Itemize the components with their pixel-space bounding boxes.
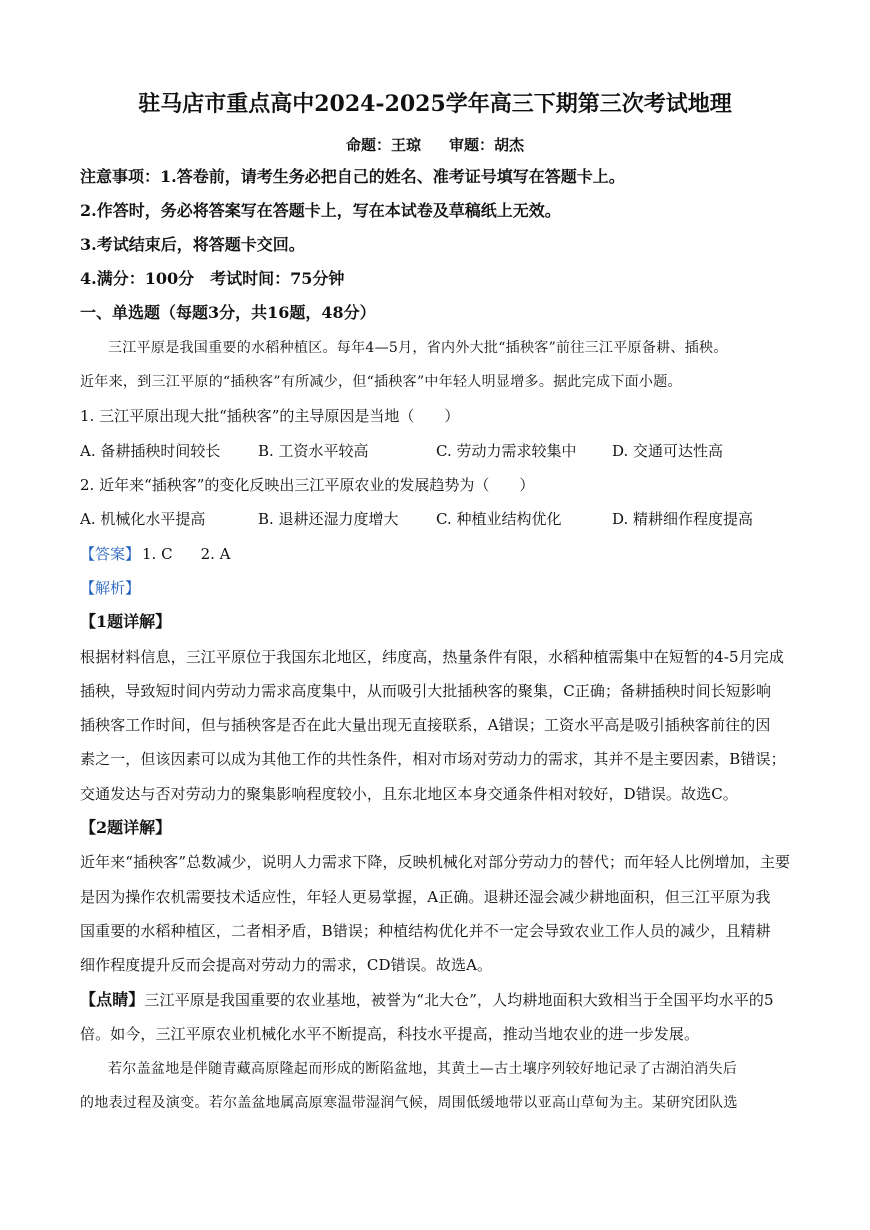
material1-line-1: 三江平原是我国重要的水稻种植区。每年4—5月，省内外大批“插秧客”前往三江平原备耕、插秧。 [108,340,728,356]
answer-1: 1. C [142,545,173,563]
detail-1-line-4: 素之一，但该因素可以成为其他工作的共性条件，相对市场对劳动力的需求，其并不是主要因素，B错误； [80,750,786,768]
reviewer-label: 审题：胡杰 [449,136,525,154]
note-1: 注意事项：1.答卷前，请考生务必把自己的姓名、准考证号填写在答题卡上。 [80,167,625,186]
q2-option-a: A. 机械化水平提高 [80,510,206,528]
section-title: 一、单选题（每题3分，共16题，48分） [80,303,376,322]
point-label: 【点睛】 [80,990,145,1009]
detail-1-line-5: 交通发达与否对劳动力的聚集影响程度较小，且东北地区本身交通条件相对较好，D错误。故选C。 [80,785,738,803]
material1-line-2: 近年来，到三江平原的“插秧客”有所减少，但“插秧客”中年轻人明显增多。据此完成下面小题。 [80,374,682,390]
question-1-stem: 1. 三江平原出现大批“插秧客”的主导原因是当地（ ） [80,407,460,425]
point-line-1 [80,989,800,1011]
detail-2-line-2: 是因为操作农机需要技术适应性，年轻人更易掌握，A正确。退耕还湿会减少耕地面积，但三江平原为我 [80,888,771,906]
detail-2-line-3: 国重要的水稻种植区，二者相矛盾，B错误；种植结构优化并不一定会导致农业工作人员的减少，且精耕 [80,922,771,940]
material2-line-2: 的地表过程及演变。若尔盖盆地属高原寒温带湿润气候，周围低缓地带以亚高山草甸为主。某研究团队选 [80,1095,738,1111]
detail-1-label: 【1题详解】 [80,612,172,631]
setter-label: 命题：王琼 [345,136,421,154]
q1-option-a: A. 备耕插秧时间较长 [80,442,221,460]
analysis-label: 【解析】 [80,579,141,597]
q2-option-c: C. 种植业结构优化 [436,510,562,528]
question-2-stem: 2. 近年来“插秧客”的变化反映出三江平原农业的发展趋势为（ ） [80,476,535,494]
detail-2-label: 【2题详解】 [80,818,172,837]
answer-2: 2. A [200,545,231,563]
note-4: 4.满分：100分 考试时间：75分钟 [80,269,345,288]
detail-2-line-1: 近年来“插秧客”总数减少，说明人力需求下降，反映机械化对部分劳动力的替代；而年轻人比例增加，主要 [80,853,791,871]
q1-option-b: B. 工资水平较高 [258,442,369,460]
q1-option-d: D. 交通可达性高 [612,442,724,460]
q2-option-d: D. 精耕细作程度提高 [612,510,754,528]
q1-option-c: C. 劳动力需求较集中 [436,442,577,460]
exam-title: 驻马店市重点高中2024-2025学年高三下期第三次考试地理 [138,91,732,117]
detail-1-line-3: 插秧客工作时间，但与插秧客是否在此大量出现无直接联系，A错误；工资水平高是吸引插秧客前往的因 [80,716,771,734]
detail-1-line-1: 根据材料信息，三江平原位于我国东北地区，纬度高，热量条件有限，水稻种植需集中在短暂的4-5月完成 [80,648,784,666]
answer-line [80,543,800,565]
note-2: 2.作答时，务必将答案写在答题卡上，写在本试卷及草稿纸上无效。 [80,201,561,220]
point-text-1: 三江平原是我国重要的农业基地，被誉为“北大仓”，人均耕地面积大致相当于全国平均水平的5 [144,991,774,1009]
exam-staff-line [0,134,870,155]
q2-option-b: B. 退耕还湿力度增大 [258,510,399,528]
point-line-2: 倍。如今，三江平原农业机械化水平不断提高，科技水平提高，推动当地农业的进一步发展。 [80,1025,700,1043]
detail-2-line-4: 细作程度提升反而会提高对劳动力的需求，CD错误。故选A。 [80,956,493,974]
note-3: 3.考试结束后，将答题卡交回。 [80,235,305,254]
material2-line-1: 若尔盖盆地是伴随青藏高原隆起而形成的断陷盆地，其黄土—古土壤序列较好地记录了古湖泊消失后 [108,1061,738,1077]
detail-1-line-2: 插秧，导致短时间内劳动力需求高度集中，从而吸引大批插秧客的聚集，C正确；备耕插秧时间长短影响 [80,682,772,700]
answer-label: 【答案】 [80,545,141,563]
